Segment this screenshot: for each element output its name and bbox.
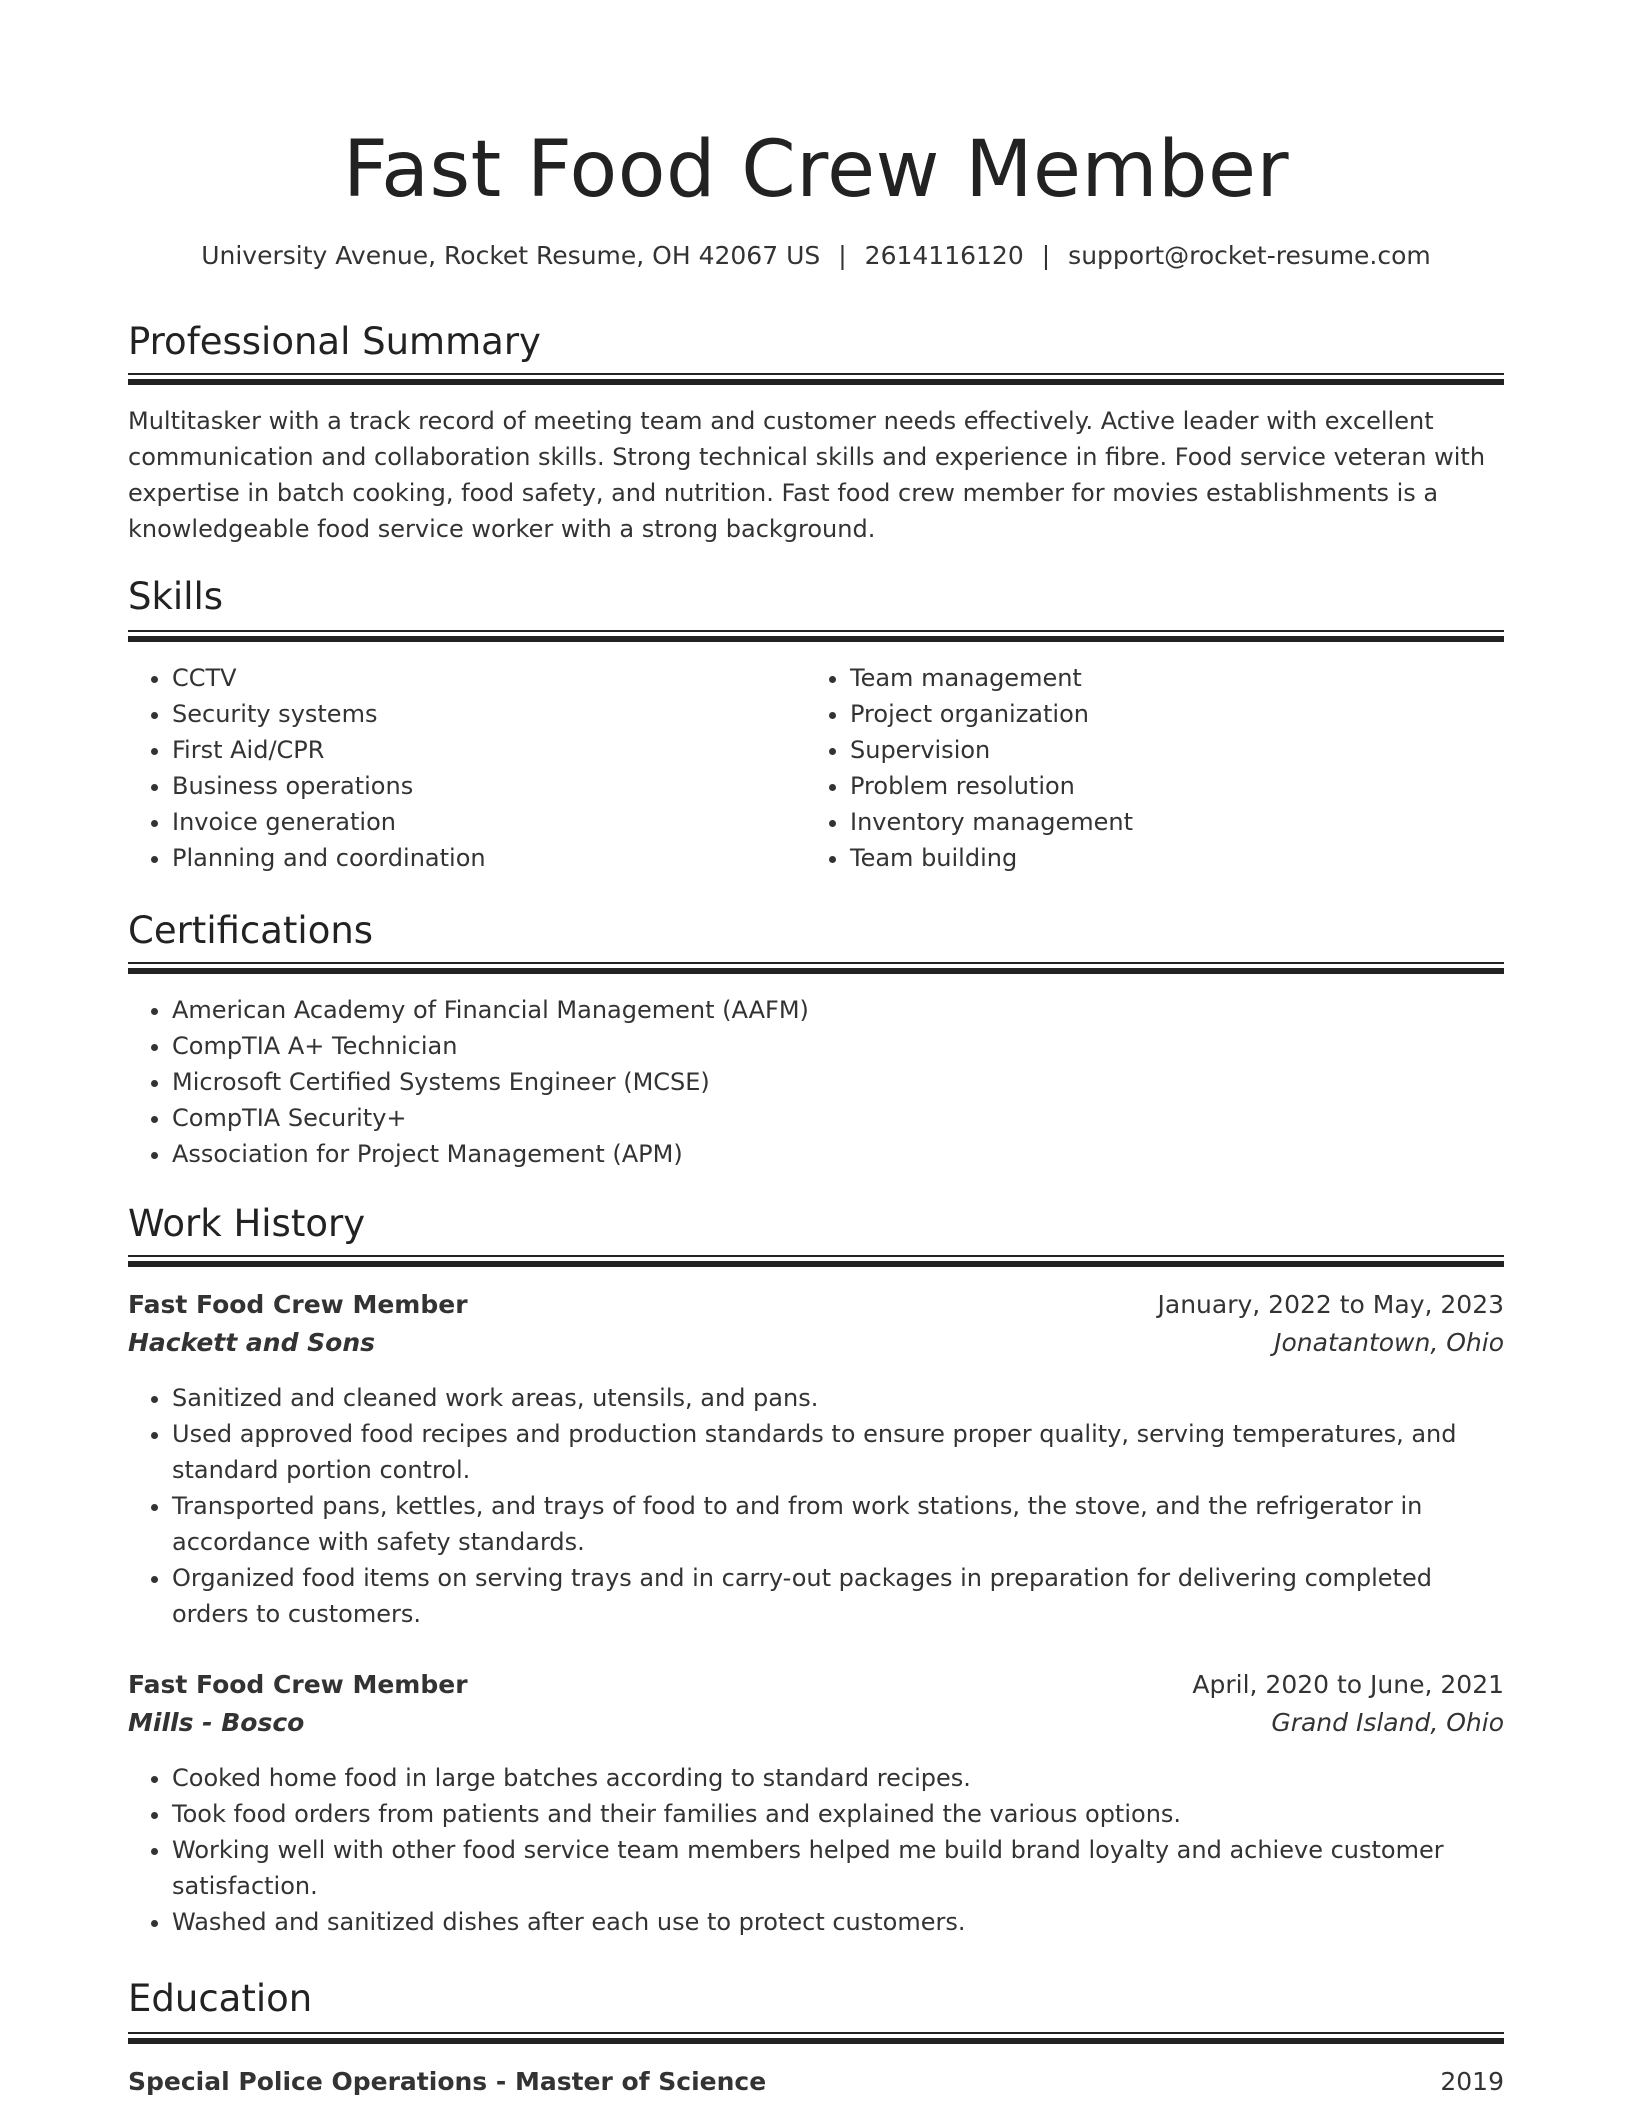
certification-item: • CompTIA Security+ xyxy=(172,1100,1504,1136)
job-dates: January, 2022 to May, 2023 xyxy=(1157,1290,1504,1319)
contact-separator: | xyxy=(1041,241,1051,270)
resume-name: Fast Food Crew Member xyxy=(342,125,1290,215)
contact-address: University Avenue, Rocket Resume, OH 42067 US xyxy=(201,241,821,270)
section-title-summary: Professional Summary xyxy=(128,320,541,363)
skill-item: • Invoice generation xyxy=(172,804,792,840)
job-bullet: • Washed and sanitized dishes after each use to protect customers. xyxy=(172,1904,1504,1940)
summary-text: Multitasker with a track record of meeting team and customer needs effectively. Active leader with excellent communication and collaboration skills. Strong technical skills and experience in fibre. Food service veteran with expertise in batch cooking, food safety, and nutrition. Fast food crew member for movies establishments is a knowledgeable food service worker with a strong background. xyxy=(128,407,1486,543)
section-title-certifications: Certifications xyxy=(128,909,374,952)
job-title: Fast Food Crew Member xyxy=(128,1290,468,1319)
skill-item: • Inventory management xyxy=(850,804,1500,840)
skill-item: • Security systems xyxy=(172,696,792,732)
job-location: Grand Island, Ohio xyxy=(1271,1708,1504,1737)
job-bullets xyxy=(128,1760,1504,1940)
job-bullet: • Used approved food recipes and production standards to ensure proper quality, serving temperatures, and standard portion control. xyxy=(172,1416,1504,1488)
job-company: Mills - Bosco xyxy=(128,1708,305,1737)
job-bullet: • Working well with other food service team members helped me build brand loyalty and achieve customer satisfaction. xyxy=(172,1832,1504,1904)
certification-item: • CompTIA A+ Technician xyxy=(172,1028,1504,1064)
job-bullet: • Cooked home food in large batches according to standard recipes. xyxy=(172,1760,1504,1796)
skill-item: • Project organization xyxy=(850,696,1500,732)
contact-line xyxy=(128,238,1504,274)
section-divider xyxy=(128,630,1504,642)
contact-email: support@rocket-resume.com xyxy=(1068,241,1431,270)
contact-phone: 2614116120 xyxy=(864,241,1024,270)
certification-item: • Microsoft Certified Systems Engineer (MCSE) xyxy=(172,1064,1504,1100)
job-title: Fast Food Crew Member xyxy=(128,1670,468,1699)
certifications-list xyxy=(128,992,1504,1172)
job-location: Jonatantown, Ohio xyxy=(1274,1328,1504,1357)
section-divider xyxy=(128,962,1504,974)
section-divider xyxy=(128,373,1504,385)
section-divider xyxy=(128,1255,1504,1267)
job-bullet: • Took food orders from patients and their families and explained the various options. xyxy=(172,1796,1504,1832)
skills-list-left xyxy=(128,660,792,876)
skill-item: • First Aid/CPR xyxy=(172,732,792,768)
job-bullet: • Organized food items on serving trays and in carry-out packages in preparation for delivering completed orders to customers. xyxy=(172,1560,1504,1632)
contact-separator: | xyxy=(838,241,847,270)
section-title-education: Education xyxy=(128,1977,313,2020)
skill-item: • Supervision xyxy=(850,732,1500,768)
skill-item: • Team building xyxy=(850,840,1500,876)
education-degree: Special Police Operations - Master of Science xyxy=(128,2067,767,2096)
skill-item: • Team management xyxy=(850,660,1500,696)
job-bullets xyxy=(128,1380,1504,1632)
certification-item: • Association for Project Management (APM) xyxy=(172,1136,1504,1172)
section-title-skills: Skills xyxy=(128,575,224,618)
skill-item: • Business operations xyxy=(172,768,792,804)
skill-item: • CCTV xyxy=(172,660,792,696)
education-year: 2019 xyxy=(1440,2067,1504,2096)
section-title-work-history: Work History xyxy=(128,1202,366,1245)
certification-item: • American Academy of Financial Management (AAFM) xyxy=(172,992,1504,1028)
job-dates: April, 2020 to June, 2021 xyxy=(1192,1670,1504,1699)
skills-list-right xyxy=(806,660,1500,876)
skill-item: • Planning and coordination xyxy=(172,840,792,876)
job-bullet: • Sanitized and cleaned work areas, utensils, and pans. xyxy=(172,1380,1504,1416)
skill-item: • Problem resolution xyxy=(850,768,1500,804)
section-divider xyxy=(128,2032,1504,2044)
job-company: Hackett and Sons xyxy=(128,1328,376,1357)
job-bullet: • Transported pans, kettles, and trays of food to and from work stations, the stove, and the refrigerator in accordance with safety standards. xyxy=(172,1488,1504,1560)
